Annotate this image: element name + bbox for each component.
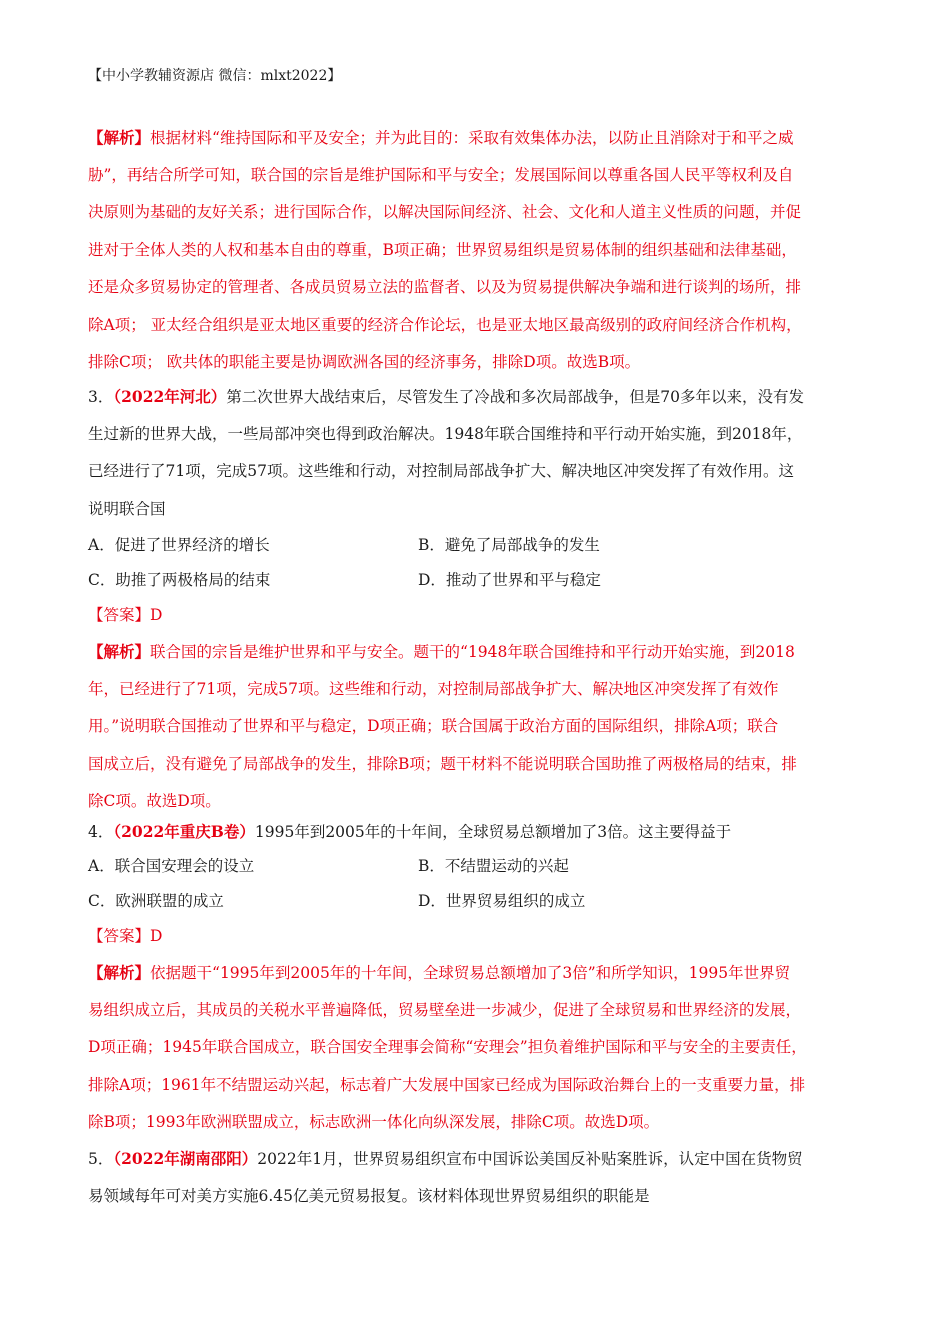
analysis-label: 【解析】 — [88, 128, 151, 147]
q2-analysis-line: 胁”，再结合所学可知，联合国的宗旨是维护国际和平与安全；发展国际间以尊重各国人民平等权利及自 — [88, 165, 794, 184]
q4-answer: 【答案】D — [88, 927, 163, 945]
q3-option-c: C．助推了两极格局的结束 — [88, 571, 271, 589]
q4-option-c: C．欧洲联盟的成立 — [88, 892, 224, 910]
q3-analysis-line: 年，已经进行了71项，完成57项。这些维和行动，对控制局部战争扩大、解决地区冲突发挥了有效作 — [88, 679, 779, 698]
q3-analysis-line: 除C项。故选D项。 — [88, 792, 221, 810]
q3-option-d: D．推动了世界和平与稳定 — [418, 571, 601, 589]
page-header: 【中小学教辅资源店 微信：mlxt2022】 — [88, 68, 342, 84]
question-number: 5． — [88, 1150, 114, 1168]
question-3 — [88, 378, 868, 821]
question-source: （2022年河北） — [113, 387, 227, 406]
q4-options-row-1 — [88, 849, 868, 884]
q4-analysis-line: 排除A项；1961年不结盟运动兴起，标志着广大发展中国家已经成为国际政治舞台上的一支重要力量，排 — [88, 1075, 806, 1094]
q3-option-b: B．避免了局部战争的发生 — [418, 536, 600, 554]
q2-analysis-line: 还是众多贸易协定的管理者、各成员贸易立法的监督者、以及为贸易提供解决争端和进行谈判的场所，排 — [88, 278, 802, 296]
q4-stem-line: 4．（2022年重庆B卷）1995年到2005年的十年间，全球贸易总额增加了3倍。这主要得益于 — [88, 822, 732, 841]
q3-stem-line: 生过新的世界大战，一些局部冲突也得到政治解决。1948年联合国维持和平行动开始实施，到2018年， — [88, 424, 803, 443]
q3-options-row-2 — [88, 563, 868, 598]
q3-answer: 【答案】D — [88, 606, 163, 624]
question-4 — [88, 814, 868, 1142]
question-source: （2022年湖南邵阳） — [113, 1149, 258, 1168]
analysis-label: 【解析】 — [88, 963, 151, 982]
q3-options-row-1 — [88, 528, 868, 563]
question-5 — [88, 1140, 868, 1215]
q3-stem-line: 3．（2022年河北）第二次世界大战结束后，尽管发生了冷战和多次局部战争，但是70多年以来，没有发 — [88, 387, 804, 406]
q4-analysis-line: 【解析】依据题干“1995年到2005年的十年间，全球贸易总额增加了3倍”和所学知识，1995年世界贸 — [88, 963, 791, 982]
question-source: （2022年重庆B卷） — [113, 822, 255, 841]
q3-analysis-line: 国成立后，没有避免了局部战争的发生，排除B项；题干材料不能说明联合国助推了两极格局的结束，排 — [88, 754, 797, 773]
q4-option-d: D．世界贸易组织的成立 — [418, 892, 586, 910]
q2-analysis-line: 决原则为基础的友好关系；进行国际合作，以解决国际间经济、社会、文化和人道主义性质的问题，并促 — [88, 203, 802, 221]
analysis-label: 【解析】 — [88, 642, 151, 661]
q4-analysis-line: D项正确；1945年联合国成立，联合国安全理事会简称“安理会”担负着维护国际和平与安全的主要责任， — [88, 1038, 807, 1056]
q4-option-b: B．不结盟运动的兴起 — [418, 857, 569, 875]
q2-analysis — [88, 119, 868, 382]
q2-analysis-line: 排除C项； 欧共体的职能主要是协调欧洲各国的经济事务，排除D项。故选B项。 — [88, 353, 641, 371]
q3-analysis-line: 【解析】联合国的宗旨是维护世界和平与安全。题干的“1948年联合国维持和平行动开始实施，到2018 — [88, 642, 795, 661]
q2-analysis-line: 进对于全体人类的人权和基本自由的尊重，B项正确；世界贸易组织是贸易体制的组织基础和法律基础， — [88, 240, 797, 259]
q4-option-a: A．联合国安理会的设立 — [88, 857, 255, 875]
question-number: 3． — [88, 388, 114, 406]
q3-stem-line: 已经进行了71项，完成57项。这些维和行动，对控制局部战争扩大、解决地区冲突发挥了有效作用。这 — [88, 462, 794, 480]
q3-analysis — [88, 633, 868, 821]
q4-options-row-2 — [88, 884, 868, 919]
q3-stem-line: 说明联合国 — [88, 499, 166, 518]
q4-analysis-line: 易组织成立后，其成员的关税水平普遍降低，贸易壁垒进一步减少，促进了全球贸易和世界经济的发展， — [88, 1000, 802, 1019]
q4-analysis — [88, 954, 868, 1142]
q2-analysis-line: 除A项； 亚太经合组织是亚太地区重要的经济合作论坛，也是亚太地区最高级别的政府间经济合作机构， — [88, 315, 802, 334]
q2-analysis-line: 【解析】根据材料“维持国际和平及安全；并为此目的：采取有效集体办法，以防止且消除对于和平之威 — [88, 128, 794, 147]
q4-analysis-line: 除B项；1993年欧洲联盟成立，标志欧洲一体化向纵深发展，排除C项。故选D项。 — [88, 1113, 660, 1131]
q5-stem-line: 易领域每年可对美方实施6.45亿美元贸易报复。该材料体现世界贸易组织的职能是 — [88, 1186, 650, 1205]
question-number: 4． — [88, 823, 114, 841]
q3-option-a: A．促进了世界经济的增长 — [88, 536, 270, 554]
q5-stem-line: 5．（2022年湖南邵阳）2022年1月，世界贸易组织宣布中国诉讼美国反补贴案胜诉，认定中国在货物贸 — [88, 1149, 803, 1168]
q3-analysis-line: 用。”说明联合国推动了世界和平与稳定，D项正确；联合国属于政治方面的国际组织，排除A项；联合 — [88, 717, 779, 735]
